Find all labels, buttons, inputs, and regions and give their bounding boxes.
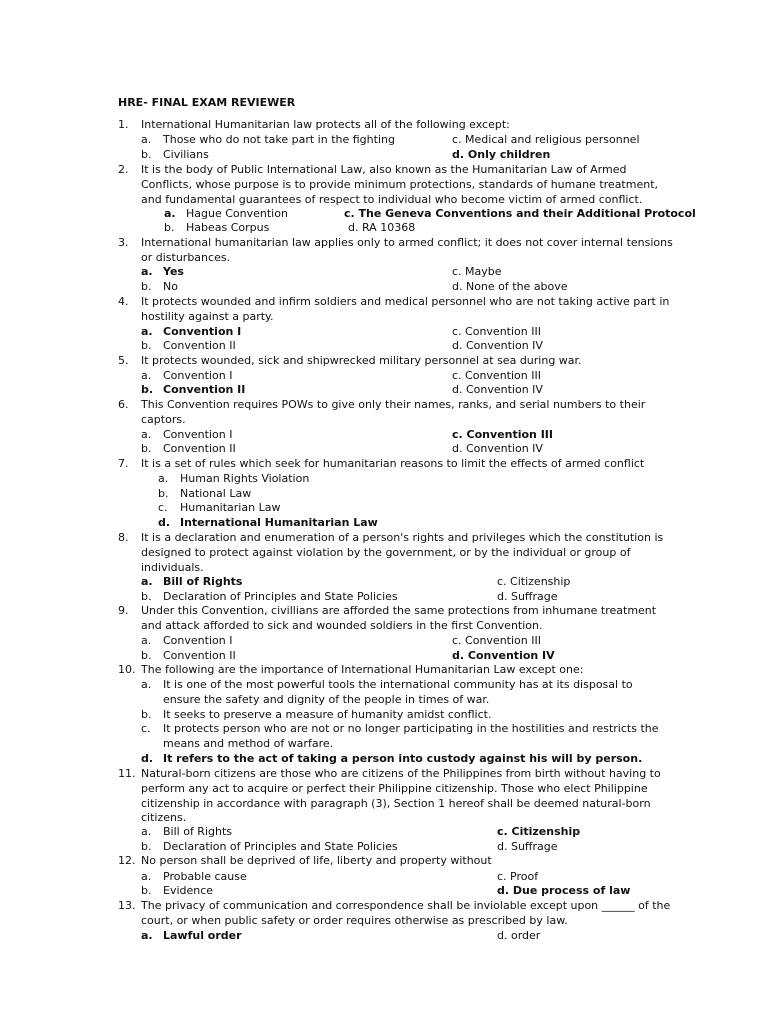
option-letter: b. <box>141 840 152 853</box>
question-text: It is a declaration and enumeration of a person's rights and privileges which the constitution is designed to protect against violation by the government, or by the individual or group of individuals. <box>141 531 664 574</box>
option-text: Human Rights Violation <box>180 472 310 485</box>
option-text: No <box>163 280 178 293</box>
question-number: 9. <box>118 604 129 617</box>
option-letter: b. <box>141 383 154 396</box>
option-letter: a. <box>164 207 176 220</box>
option-letter: b. <box>141 148 152 161</box>
option-text: Convention I <box>163 428 233 441</box>
question-text: No person shall be deprived of life, liberty and property without <box>141 854 492 867</box>
option-c-answer <box>344 207 696 222</box>
option-letter: d. <box>141 752 154 765</box>
option-text: It refers to the act of taking a person into custody against his will by person. <box>163 752 643 765</box>
option-text: d. Convention IV <box>452 442 543 455</box>
option-text: c. Citizenship <box>497 825 581 838</box>
option-text: d. Suffrage <box>497 840 558 853</box>
option-text: It seeks to preserve a measure of humanity amidst conflict. <box>163 708 492 721</box>
option-text: Declaration of Principles and State Policies <box>163 590 398 603</box>
option-text: Convention II <box>163 442 236 455</box>
option-text: c. Convention III <box>452 325 541 338</box>
question-number: 10. <box>118 663 136 676</box>
option-letter: b. <box>141 649 152 662</box>
option-text: It is one of the most powerful tools the international community has at its disposal to ensure the safety and dignity of the people in times of war. <box>163 678 633 706</box>
option-letter: a. <box>141 265 153 278</box>
option-text: d. Convention IV <box>452 649 555 662</box>
option-letter: a. <box>141 369 152 382</box>
option-text: d. Only children <box>452 148 551 161</box>
option-text: d. Due process of law <box>497 884 631 897</box>
option-text: Convention II <box>163 649 236 662</box>
option-letter: a. <box>141 929 153 942</box>
option-text: c. Citizenship <box>497 575 571 588</box>
option-c <box>452 369 541 384</box>
option-text: Yes <box>163 265 184 278</box>
question-number: 4. <box>118 295 129 308</box>
option-text: Convention II <box>163 339 236 352</box>
option-letter: a. <box>141 678 152 691</box>
option-text: Convention I <box>163 369 233 382</box>
option-c <box>452 325 541 340</box>
question-text: It protects wounded, sick and shipwrecked military personnel at sea during war. <box>141 354 582 367</box>
option-letter: a. <box>141 870 152 883</box>
question-number: 6. <box>118 398 129 411</box>
option-text: National Law <box>180 487 252 500</box>
question-text: Natural-born citizens are those who are citizens of the Philippines from birth without having to perform any act to acquire or perfect their Philippine citizenship. Those who elect Philippine citizenship in accordance with paragraph (3), Section 1 hereof shall be deemed natural-born citizens. <box>141 767 661 825</box>
question-text: The privacy of communication and correspondence shall be inviolable except upon ______ of the court, or when public safety or order requires otherwise as prescribed by law. <box>141 899 671 927</box>
option-text: c. The Geneva Conventions and their Additional Protocol <box>344 207 696 220</box>
option-d-answer <box>452 649 555 664</box>
question-text: It protects wounded and infirm soldiers and medical personnel who are not taking active part in hostility against a party. <box>141 295 670 323</box>
option-d <box>348 221 415 236</box>
option-letter: a. <box>141 325 153 338</box>
option-letter: a. <box>141 825 152 838</box>
option-letter: a. <box>141 634 152 647</box>
option-letter: b. <box>141 339 152 352</box>
question-number: 5. <box>118 354 129 367</box>
option-text: c. Convention III <box>452 634 541 647</box>
option-d <box>497 929 540 944</box>
option-letter: b. <box>141 590 152 603</box>
option-text: d. Convention IV <box>452 339 543 352</box>
option-text: Those who do not take part in the fighting <box>163 133 395 146</box>
option-text: Evidence <box>163 884 214 897</box>
question-text: It is a set of rules which seek for humanitarian reasons to limit the effects of armed conflict <box>141 457 645 470</box>
option-text: Convention I <box>163 325 242 338</box>
document-title: HRE- FINAL EXAM REVIEWER <box>118 96 296 109</box>
option-text: Hague Convention <box>186 207 288 220</box>
option-d <box>452 280 568 295</box>
question-number: 8. <box>118 531 129 544</box>
question-number: 12. <box>118 854 136 867</box>
option-letter: b. <box>141 884 152 897</box>
question-number: 2. <box>118 163 129 176</box>
question-text: The following are the importance of International Humanitarian Law except one: <box>141 663 584 676</box>
option-letter: a. <box>158 472 169 485</box>
question-number: 1. <box>118 118 129 131</box>
option-letter: a. <box>141 575 153 588</box>
option-text: Bill of Rights <box>163 825 233 838</box>
option-text: c. Convention III <box>452 369 541 382</box>
option-text: Convention II <box>163 383 246 396</box>
option-text: c. Maybe <box>452 265 502 278</box>
option-letter: c. <box>158 501 168 514</box>
question-text: Under this Convention, civillians are afforded the same protections from inhumane treatment and attack afforded to sick and wounded soldiers in the first Convention. <box>141 604 657 632</box>
option-text: c. Convention III <box>452 428 553 441</box>
option-text: d. RA 10368 <box>348 221 416 234</box>
option-letter: b. <box>141 280 152 293</box>
question-text: It is the body of Public International Law, also known as the Humanitarian Law of Armed Conflicts, whose purpose is to provide minimum protections, standards of humane treatment, and fundamental guarantees of respect to individual who become victim of armed conflict. <box>141 163 659 206</box>
option-text: Civilians <box>163 148 209 161</box>
option-a <box>141 678 661 708</box>
question-text: This Convention requires POWs to give only their names, ranks, and serial numbers to their captors. <box>141 398 646 426</box>
option-text: Habeas Corpus <box>186 221 270 234</box>
option-letter: a. <box>141 133 152 146</box>
option-text: Bill of Rights <box>163 575 243 588</box>
option-d <box>452 442 543 457</box>
option-letter: b. <box>158 487 169 500</box>
option-text: d. order <box>497 929 541 942</box>
question-number: 7. <box>118 457 129 470</box>
question-number: 11. <box>118 767 136 780</box>
option-text: d. Suffrage <box>497 590 558 603</box>
option-c <box>452 133 640 148</box>
question-number: 13. <box>118 899 136 912</box>
option-c <box>497 575 570 590</box>
option-letter: b. <box>141 442 152 455</box>
option-text: It protects person who are not or no longer participating in the hostilities and restricts the means and method of warfare. <box>163 722 659 750</box>
option-c-answer <box>497 825 580 840</box>
option-d <box>452 383 543 398</box>
option-letter: c. <box>141 722 151 735</box>
option-text: Humanitarian Law <box>180 501 281 514</box>
option-letter: b. <box>141 708 152 721</box>
option-c <box>497 870 538 885</box>
option-text: Probable cause <box>163 870 247 883</box>
option-text: d. None of the above <box>452 280 568 293</box>
option-d-answer <box>452 148 550 163</box>
option-text: c. Proof <box>497 870 539 883</box>
option-text: International Humanitarian Law <box>180 516 378 529</box>
option-d <box>452 339 543 354</box>
option-text: Lawful order <box>163 929 242 942</box>
question-number: 3. <box>118 236 129 249</box>
option-letter: b. <box>164 221 175 234</box>
option-text: Convention I <box>163 634 233 647</box>
option-d <box>497 590 558 605</box>
question-text: International Humanitarian law protects all of the following except: <box>141 118 510 131</box>
option-c <box>452 265 502 280</box>
option-letter: d. <box>158 516 171 529</box>
option-text: d. Convention IV <box>452 383 543 396</box>
option-text: c. Medical and religious personnel <box>452 133 640 146</box>
option-d-answer <box>497 884 630 899</box>
option-d <box>497 840 558 855</box>
option-c <box>452 634 541 649</box>
option-c <box>141 722 671 752</box>
option-text: Declaration of Principles and State Policies <box>163 840 398 853</box>
option-c-answer <box>452 428 553 443</box>
option-letter: a. <box>141 428 152 441</box>
question-text: International humanitarian law applies only to armed conflict; it does not cover internal tensions or disturbances. <box>141 236 673 264</box>
